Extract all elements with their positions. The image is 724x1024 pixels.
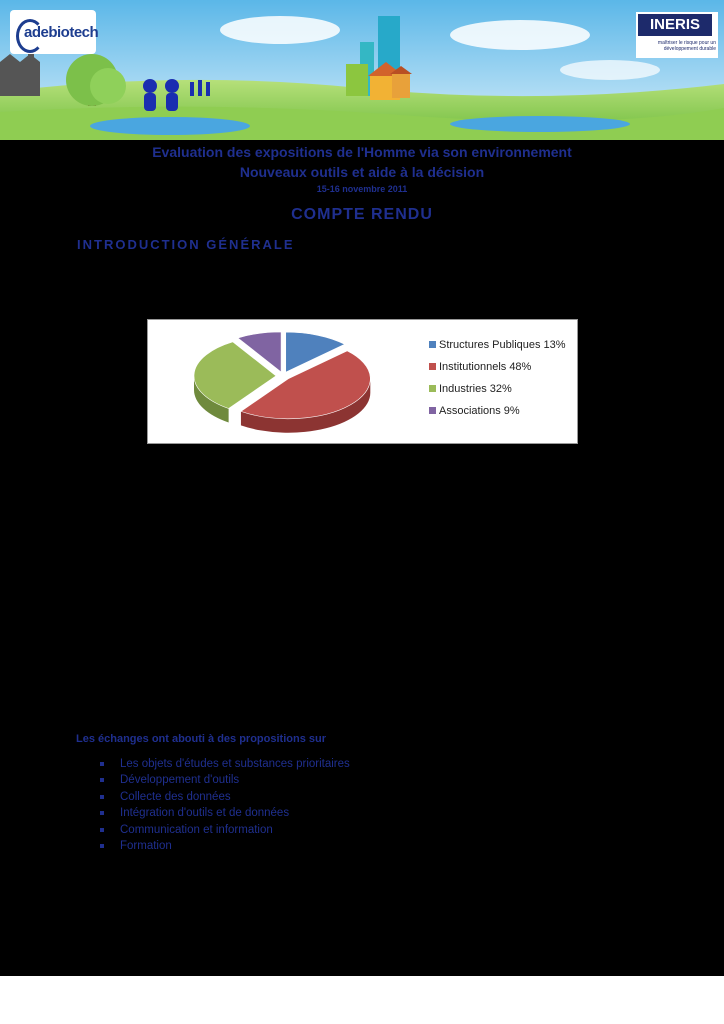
list-item-text: Collecte des données [120, 790, 231, 803]
legend-swatch [429, 341, 436, 348]
list-item [100, 822, 350, 838]
list-item [100, 805, 350, 821]
ineris-logo-text: INERIS [638, 14, 712, 36]
list-item [100, 789, 350, 805]
event-subtitle: Nouveaux outils et aide à la décision [239, 164, 485, 180]
list-item-text: Les objets d'études et substances prioritaires [120, 758, 350, 770]
list-item-text: Formation [120, 839, 172, 852]
proposals-list [100, 756, 350, 854]
list-item-text: Développement d'outils [120, 774, 240, 787]
report-heading: COMPTE RENDU [291, 206, 433, 223]
ineris-tagline: maîtriser le risque pour un développement durable [657, 40, 716, 52]
ineris-logo [636, 12, 718, 58]
legend-swatch [429, 407, 436, 414]
participants-chart [147, 319, 578, 444]
list-item-text: Intégration d'outils et de données [120, 807, 290, 820]
legend-label: Institutionnels 48% [439, 361, 532, 373]
adebiotech-logo [10, 10, 99, 54]
bullet-square-icon [100, 778, 104, 782]
header-banner [0, 0, 724, 140]
event-dates: 15-16 novembre 2011 [316, 184, 408, 194]
page-footer [0, 976, 724, 1024]
legend-label: Structures Publiques 13% [439, 339, 566, 351]
bullet-square-icon [100, 795, 104, 799]
adebiotech-logo-text: adebiotech [24, 24, 99, 41]
bullet-square-icon [100, 828, 104, 832]
list-item [100, 772, 350, 788]
event-title: Evaluation des expositions de l'Homme via son environnement [152, 144, 572, 160]
list-item [100, 756, 350, 772]
pie-chart-svg [148, 320, 577, 443]
legend-label: Industries 32% [439, 383, 512, 395]
bullet-square-icon [100, 762, 104, 766]
proposals-lead: Les échanges ont abouti à des propositions sur [76, 733, 326, 745]
section-title: INTRODUCTION GÉNÉRALE [77, 237, 295, 252]
legend-swatch [429, 385, 436, 392]
legend-label: Associations 9% [439, 405, 520, 417]
landscape-illustration [0, 0, 724, 140]
list-item [100, 838, 350, 854]
legend-swatch [429, 363, 436, 370]
bullet-square-icon [100, 811, 104, 815]
list-item-text: Communication et information [120, 823, 273, 836]
bullet-square-icon [100, 844, 104, 848]
